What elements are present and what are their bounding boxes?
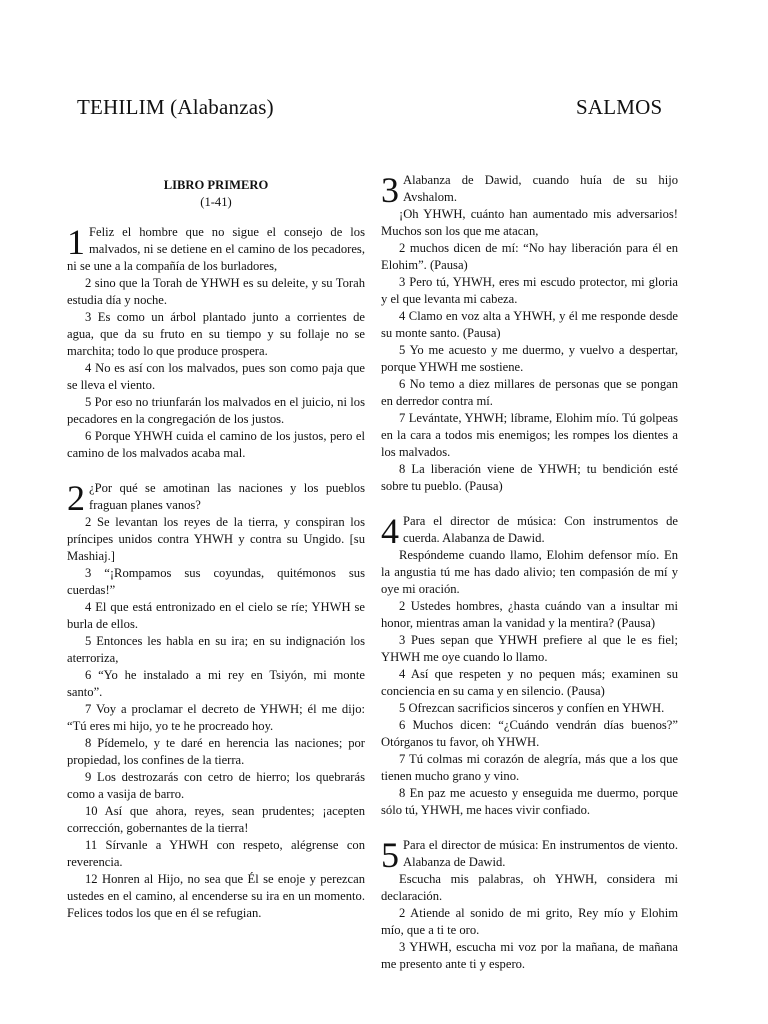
psalm-block [381, 172, 678, 495]
psalm-number: 5 [381, 835, 399, 875]
verse: 5 Por eso no triunfarán los malvados en el juicio, ni los pecadores en la congregación de los justos. [67, 395, 365, 426]
verse: 2 Se levantan los reyes de la tierra, y conspiran los príncipes unidos contra YHWH y contra su Ungido. [su Mashiaj.] [67, 515, 365, 563]
psalms-left [67, 224, 365, 922]
psalm-number: 3 [381, 170, 399, 210]
psalm-number: 1 [67, 222, 85, 262]
verse: 4 Así que respeten y no pequen más; examinen su conciencia en su cama y en silencio. (Pausa) [381, 667, 678, 698]
verse: 6 Porque YHWH cuida el camino de los justos, pero el camino de los malvados acaba mal. [67, 429, 365, 460]
verse: 3 Pero tú, YHWH, eres mi escudo protector, mi gloria y el que levanta mi cabeza. [381, 275, 678, 306]
verse: 4 Clamo en voz alta a YHWH, y él me responde desde su monte santo. (Pausa) [381, 309, 678, 340]
book-title: LIBRO PRIMERO [163, 178, 269, 192]
verse: 8 En paz me acuesto y enseguida me duermo, porque sólo tú, YHWH, me haces vivir confiado. [381, 786, 678, 817]
verse: 7 Tú colmas mi corazón de alegría, más que a los que tienen mucho grano y vino. [381, 752, 678, 783]
running-header-left: TEHILIM (Alabanzas) [77, 95, 274, 119]
verse: 3 Es como un árbol plantado junto a corrientes de agua, que da su fruto en su tiempo y su follaje no se marchita; todo lo que produce prospera. [67, 310, 365, 358]
verse: 6 No temo a diez millares de personas que se pongan en derredor contra mí. [381, 377, 678, 408]
verse: 6 Muchos dicen: “¿Cuándo vendrán días buenos?” Otórganos tu favor, oh YHWH. [381, 718, 678, 749]
verse: 3 Pues sepan que YHWH prefiere al que le es fiel; YHWH me oye cuando lo llamo. [381, 633, 678, 664]
psalm-intro: Feliz el hombre que no sigue el consejo de los malvados, ni se detiene en el camino de los pecadores, ni se une a la compañía de los burladores, [67, 225, 365, 273]
psalm-number: 2 [67, 478, 85, 518]
verse: 7 Voy a proclamar el decreto de YHWH; él me dijo: “Tú eres mi hijo, yo te he procreado hoy. [67, 702, 365, 733]
verse: 8 Pídemelo, y te daré en herencia las naciones; por propiedad, los confines de la tierra. [67, 736, 365, 767]
verse: 5 Ofrezcan sacrificios sinceros y confíen en YHWH. [399, 701, 665, 715]
left-column [67, 172, 365, 940]
verse: 2 Atiende al sonido de mi grito, Rey mío y Elohim mío, que a ti te oro. [381, 906, 678, 937]
psalm-intro: ¿Por qué se amotinan las naciones y los pueblos fraguan planes vanos? [89, 481, 365, 512]
verse: 7 Levántate, YHWH; líbrame, Elohim mío. Tú golpeas en la cara a todos mis enemigos; les rompes los dientes a los malvados. [381, 411, 678, 459]
verse: Escucha mis palabras, oh YHWH, considera mi declaración. [381, 872, 678, 903]
verse: 2 muchos dicen de mí: “No hay liberación para él en Elohim”. (Pausa) [381, 241, 678, 272]
verse: 4 El que está entronizado en el cielo se ríe; YHWH se burla de ellos. [67, 600, 365, 631]
running-header-right: SALMOS [576, 95, 663, 119]
verse: 12 Honren al Hijo, no sea que Él se enoje y perezcan ustedes en el camino, al encenderse su ira en un momento. Felices todos los que en él se refugian. [67, 872, 365, 920]
verse: 2 sino que la Torah de YHWH es su deleite, y su Torah estudia día y noche. [67, 276, 365, 307]
verse: ¡Oh YHWH, cuánto han aumentado mis adversarios! Muchos son los que me atacan, [381, 207, 678, 238]
verse: 5 Entonces les habla en su ira; en su indignación los aterroriza, [67, 634, 365, 665]
verse: 2 Ustedes hombres, ¿hasta cuándo van a insultar mi honor, mientras aman la vanidad y la mentira? (Pausa) [381, 599, 678, 630]
verse: 9 Los destrozarás con cetro de hierro; los quebrarás como a vasija de barro. [67, 770, 365, 801]
verse: 5 Yo me acuesto y me duermo, y vuelvo a despertar, porque YHWH me sostiene. [381, 343, 678, 374]
psalm-block [381, 513, 678, 819]
verse: 3 “¡Rompamos sus coyundas, quitémonos sus cuerdas!” [67, 566, 365, 597]
psalm-number: 4 [381, 511, 399, 551]
verse: 3 YHWH, escucha mi voz por la mañana, de mañana me presento ante ti y espero. [381, 940, 678, 971]
verse: 8 La liberación viene de YHWH; tu bendición esté sobre tu pueblo. (Pausa) [381, 462, 678, 493]
right-column [381, 172, 678, 991]
verse: 6 “Yo he instalado a mi rey en Tsiyón, mi monte santo”. [67, 668, 365, 699]
verse: 11 Sírvanle a YHWH con respeto, alégrense con reverencia. [67, 838, 365, 869]
psalm-block [67, 480, 365, 922]
book-range: (1-41) [200, 195, 232, 209]
psalm-intro: Para el director de música: En instrumentos de viento. Alabanza de Dawid. [403, 838, 678, 869]
psalms-right [381, 172, 678, 973]
psalm-intro: Para el director de música: Con instrumentos de cuerda. Alabanza de Dawid. [403, 514, 678, 545]
verse: 4 No es así con los malvados, pues son como paja que se lleva el viento. [67, 361, 365, 392]
psalm-block [381, 837, 678, 973]
verse: Respóndeme cuando llamo, Elohim defensor mío. En la angustia tú me has dado alivio; ten compasión de mí y oye mi oración. [381, 548, 678, 596]
psalm-block [67, 224, 365, 462]
verse: 10 Así que ahora, reyes, sean prudentes; ¡acepten corrección, gobernantes de la tierra! [67, 804, 365, 835]
psalm-intro: Alabanza de Dawid, cuando huía de su hijo Avshalom. [403, 173, 678, 204]
